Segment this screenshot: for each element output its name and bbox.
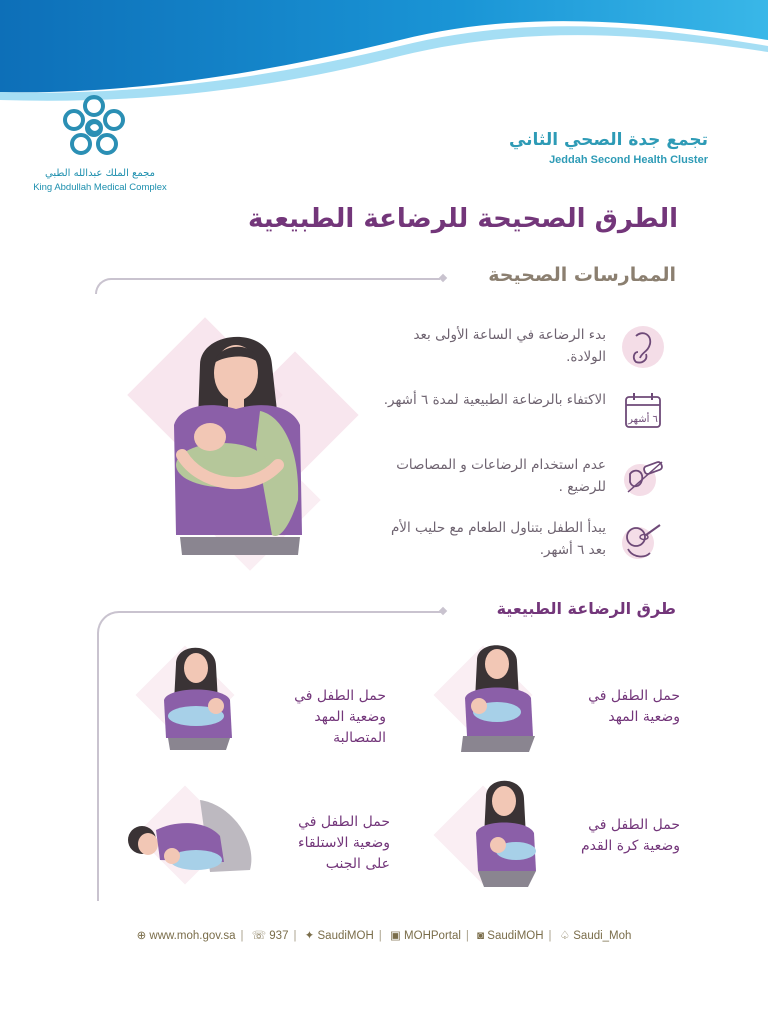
practice-item-1	[390, 322, 668, 378]
moh-logo-arabic: مجمع الملك عبدالله الطبي	[45, 168, 155, 179]
king-abdullah-medical-complex-logo	[30, 92, 170, 202]
page-title: الطرق الصحيحة للرضاعة الطبيعية	[248, 204, 678, 234]
footer-separator: |	[465, 930, 469, 942]
practice-text: يبدأ الطفل بتناول الطعام مع حليب الأم بعد ٦ أشهر.	[390, 520, 606, 558]
mother-baby-icon	[618, 322, 668, 372]
youtube-icon: ▣	[389, 930, 401, 942]
cradle-hold-illustration	[455, 640, 545, 752]
practice-text: بدء الرضاعة في الساعة الأولى بعد الولادة.	[413, 327, 606, 365]
practice-item-4	[390, 515, 668, 571]
side-lying-illustration	[120, 790, 260, 880]
position-cross-cradle	[140, 640, 400, 760]
no-bottle-icon	[618, 452, 668, 502]
footer-contacts	[0, 928, 768, 942]
position-side-lying	[120, 780, 400, 890]
section1-heading: الممارسات الصحيحة	[488, 264, 676, 286]
phone-icon: ☏	[251, 930, 267, 942]
footer-instagram[interactable]: ◙ SaudiMOH	[477, 930, 544, 942]
footer-separator: |	[240, 930, 244, 942]
moh-star-icon	[58, 92, 130, 164]
globe-icon: ⊕	[136, 930, 147, 942]
position-text: حمل الطفل في وضعية كرة القدم	[580, 817, 680, 854]
cluster-arabic: تجمع جدة الصحي الثاني	[508, 130, 708, 150]
section2-heading: طرق الرضاعة الطبيعية	[496, 599, 676, 618]
moh-logo-english: King Abdullah Medical Complex	[33, 182, 167, 193]
position-text: حمل الطفل في وضعية المهد	[588, 688, 680, 725]
practice-text: الاكتفاء بالرضاعة الطبيعية لمدة ٦ أشهر.	[383, 392, 606, 408]
footer-separator: |	[548, 930, 552, 942]
footer-twitter[interactable]: ✦ SaudiMOH	[304, 930, 374, 942]
health-cluster-name	[509, 130, 708, 166]
practice-item-2	[383, 387, 668, 443]
calendar-6-months-icon	[618, 387, 668, 437]
position-cradle	[440, 640, 700, 760]
footer-youtube[interactable]: ▣ MOHPortal	[389, 930, 461, 942]
footer-separator: |	[378, 930, 382, 942]
cross-cradle-hold-illustration	[150, 642, 240, 750]
position-football	[440, 775, 700, 890]
practice-text: عدم استخدام الرضاعات و المصاصات للرضيع .	[396, 457, 606, 495]
instagram-icon: ◙	[477, 930, 485, 942]
practice-item-3	[390, 452, 668, 508]
footer-phone[interactable]: ☏ 937	[251, 930, 289, 942]
snapchat-icon: ♤	[559, 930, 571, 942]
twitter-icon: ✦	[304, 930, 315, 942]
footer-website[interactable]: ⊕ www.moh.gov.sa	[136, 930, 236, 942]
footer-separator: |	[293, 930, 297, 942]
calendar-label: ٦ أشهر	[628, 414, 658, 425]
cluster-english: Jeddah Second Health Cluster	[549, 154, 708, 166]
footer-snapchat[interactable]: ♤ Saudi_Moh	[559, 930, 632, 942]
section1-divider	[95, 278, 440, 294]
football-hold-illustration	[458, 775, 548, 887]
mother-nursing-illustration	[160, 325, 320, 555]
position-text: حمل الطفل في وضعية الاستلقاء على الجنب	[298, 814, 390, 872]
baby-spoon-icon	[618, 515, 668, 565]
position-text: حمل الطفل في وضعية المهد المتصالبة	[294, 688, 386, 746]
section1-divider-dot	[439, 274, 447, 282]
